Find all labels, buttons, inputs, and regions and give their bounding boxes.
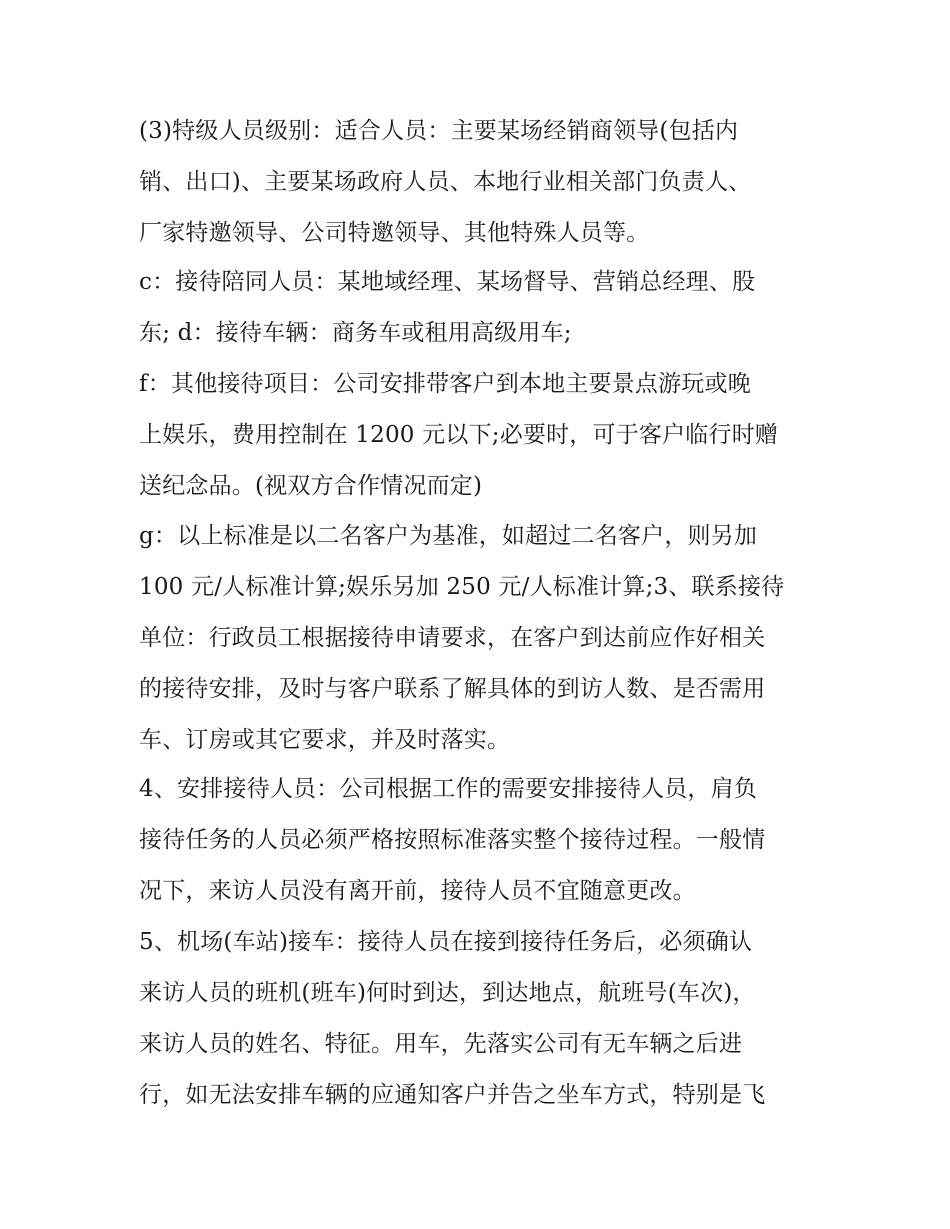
text-line: 单位：行政员工根据接待申请要求，在客户到达前应作好相关: [139, 625, 766, 651]
text-line: f：其他接待项目：公司安排带客户到本地主要景点游玩或晚: [139, 371, 751, 397]
text-line: 5、机场(车站)接车：接待人员在接到接待任务后，必须确认: [139, 929, 753, 955]
text-line: 送纪念品。(视双方合作情况而定): [139, 473, 483, 499]
text-line: 来访人员的班机(班车)何时到达，到达地点，航班号(车次)，: [139, 980, 756, 1006]
text-line: 的接待安排，及时与客户联系了解具体的到访人数、是否需用: [139, 676, 766, 702]
text-line: (3)特级人员级别：适合人员：主要某场经销商领导(包括内: [139, 118, 739, 144]
text-line: 东; d：接待车辆：商务车或租用高级用车;: [139, 320, 572, 346]
text-line: 销、出口)、主要某场政府人员、本地行业相关部门负责人、: [139, 169, 752, 195]
text-line: 来访人员的姓名、特征。用车，先落实公司有无车辆之后进: [139, 1031, 743, 1057]
text-line: c：接待陪同人员：某地域经理、某场督导、营销总经理、股: [139, 269, 756, 295]
text-line: 车、订房或其它要求，并及时落实。: [139, 727, 511, 753]
text-line: 4、安排接待人员：公司根据工作的需要安排接待人员，肩负: [139, 776, 758, 802]
text-line: 接待任务的人员必须严格按照标准落实整个接待过程。一般情: [139, 827, 766, 853]
text-line: g：以上标准是以二名客户为基准，如超过二名客户，则另加: [139, 523, 758, 549]
text-line: 况下，来访人员没有离开前，接待人员不宜随意更改。: [139, 878, 696, 904]
text-line: 上娱乐，费用控制在 1200 元以下;必要时，可于客户临行时赠: [139, 422, 779, 448]
text-line: 100 元/人标准计算;娱乐另加 250 元/人标准计算;3、联系接待: [139, 574, 785, 600]
text-line: 行，如无法安排车辆的应通知客户并告之坐车方式，特别是飞: [139, 1082, 766, 1108]
text-line: 厂家特邀领导、公司特邀领导、其他特殊人员等。: [139, 220, 650, 246]
